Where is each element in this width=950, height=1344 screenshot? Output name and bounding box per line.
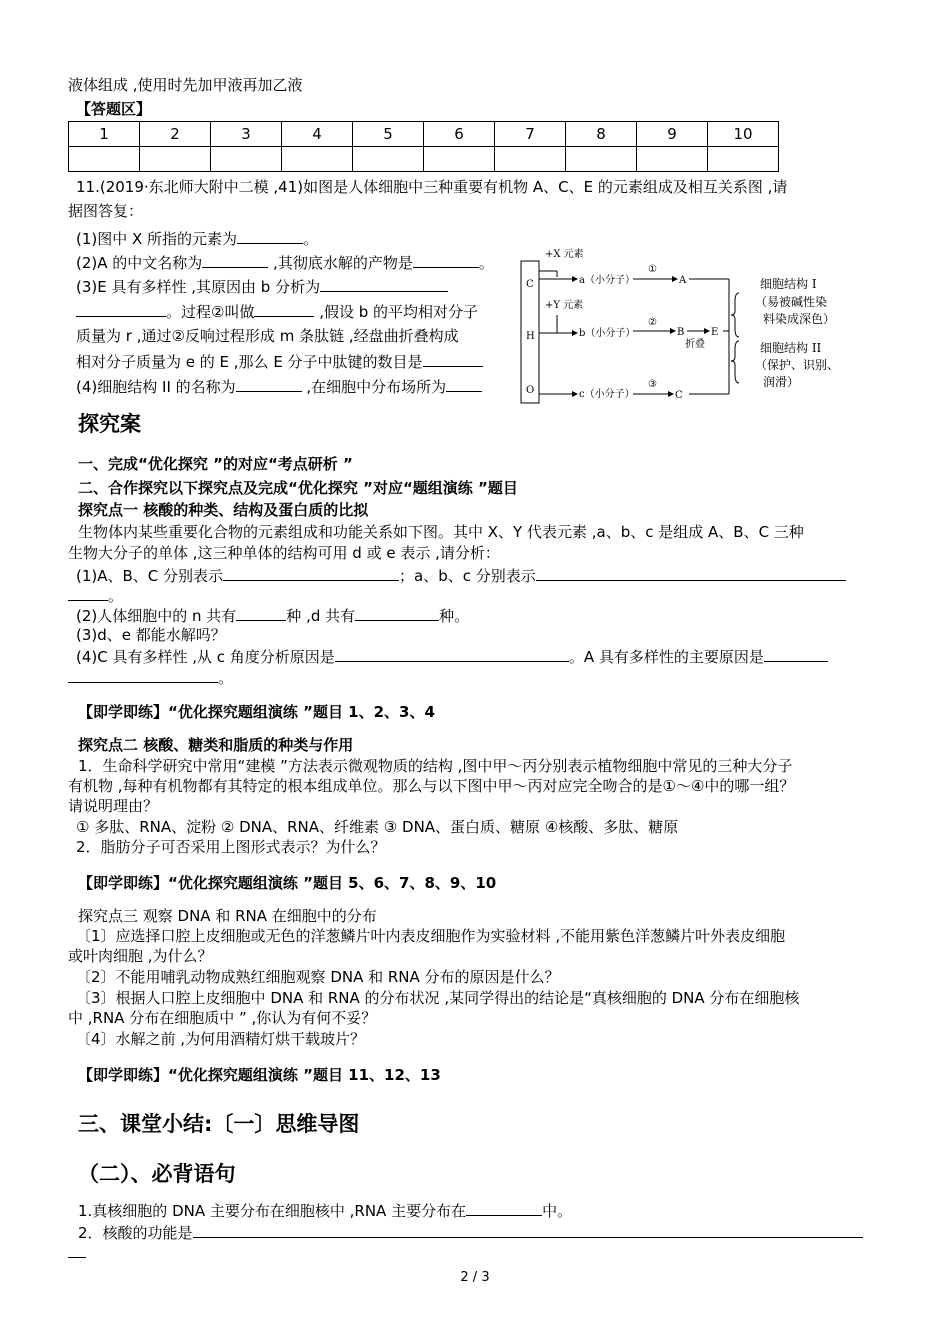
- point1-q2-text3: 种。: [439, 607, 470, 625]
- point1-q2: [76, 605, 469, 626]
- answer-cell[interactable]: [637, 147, 708, 172]
- point1-q4-text2: 。A 具有多样性的主要原因是: [568, 648, 764, 666]
- step1-label: ①: [648, 264, 657, 275]
- answer-table-header-row: [69, 122, 779, 147]
- blank-line[interactable]: [236, 605, 286, 621]
- blank-line[interactable]: [202, 252, 268, 268]
- q11-sub3-text2: 。过程②叫做: [166, 303, 255, 321]
- summary-subtitle: （二）、必背语句: [78, 1162, 236, 1186]
- answer-cell[interactable]: [211, 147, 282, 172]
- answer-header-cell: 7: [495, 122, 566, 147]
- punct: 。: [303, 230, 319, 248]
- x-element-label: +X 元素: [545, 249, 584, 260]
- blank-line[interactable]: [193, 1222, 863, 1238]
- q11-sub4-text: (4)细胞结构 II 的名称为: [76, 378, 236, 396]
- q11-sub3-text4: 相对分子质量为 e 的 E ,那么 E 分子中肽键的数目是: [76, 353, 423, 371]
- y-element-label: +Y 元素: [545, 300, 584, 311]
- struct1-line2: （易被碱性染: [755, 295, 828, 309]
- summary-line2-text: 2．核酸的功能是: [78, 1224, 193, 1242]
- q11-sub3-line4: [76, 351, 483, 372]
- answer-cell[interactable]: [495, 147, 566, 172]
- struct2-line2: （保护、识别、: [755, 358, 840, 372]
- practice-1: 【即学即练】“优化探究题组演练 ”题目 1、2、3、4: [78, 703, 435, 721]
- point2-title: 探究点二 核酸、糖类和脂质的种类与作用: [78, 736, 354, 754]
- q11-stem-line1: 11.(2019·东北师大附中二模 ,41)如图是人体细胞中三种重要有机物 A、C、E 的元素组成及相互关系图 ,请: [76, 178, 788, 196]
- struct2-line1: 细胞结构 II: [760, 341, 822, 355]
- answer-cell[interactable]: [140, 147, 211, 172]
- point2-line5: 2．脂肪分子可否采用上图形式表示？为什么？: [76, 838, 386, 856]
- summary-title: 三、课堂小结:〔一〕思维导图: [78, 1112, 360, 1136]
- step2-label: ②: [648, 317, 657, 328]
- q11-sub2-text: (2)A 的中文名称为: [76, 254, 203, 272]
- summary-line1-end: 中。: [542, 1202, 573, 1220]
- point3-line4: 〔3〕根据人口腔上皮细胞中 DNA 和 RNA 的分布状况 ,某同学得出的结论是“真核细胞的 DNA 分布在细胞核: [76, 989, 800, 1007]
- blank-line[interactable]: [76, 301, 166, 317]
- point3-line2: 或叶肉细胞 ,为什么？: [68, 947, 213, 965]
- intro-line: 液体组成 ,使用时先加甲液再加乙液: [68, 76, 303, 94]
- answer-header-cell: 3: [211, 122, 282, 147]
- q11-sub3-line2: [76, 301, 478, 322]
- point1-q4-text: (4)C 具有多样性 ,从 c 角度分析原因是: [76, 648, 335, 666]
- organic-matter-diagram: [517, 241, 749, 406]
- blank-line[interactable]: [423, 351, 483, 367]
- answer-header-cell: 9: [637, 122, 708, 147]
- point1-q2-text: (2)人体细胞中的 n 共有: [76, 607, 237, 625]
- fold-label: 折叠: [685, 339, 705, 350]
- point1-q3: (3)d、e 都能水解吗？: [76, 626, 226, 644]
- struct2-line3: 润滑）: [763, 375, 800, 389]
- blank-line[interactable]: [335, 646, 569, 662]
- point3-line5: 中 ,RNA 分布在细胞质中 ” ,你认为有何不妥？: [68, 1009, 377, 1027]
- node-e: E: [711, 327, 719, 338]
- point1-q2-text2: 种 ,d 共有: [286, 607, 356, 625]
- explore-step-two: 二、合作探究以下探究点及完成“优化探究 ”对应“题组演练 ”题目: [78, 479, 518, 497]
- point3-line6: 〔4〕水解之前 ,为何用酒精灯烘干载玻片？: [76, 1030, 366, 1048]
- summary-line1-text: 1.真核细胞的 DNA 主要分布在细胞核中 ,RNA 主要分布在: [78, 1202, 467, 1220]
- point1-q1: [76, 565, 846, 586]
- blank-line[interactable]: [223, 565, 399, 581]
- blank-line[interactable]: [68, 585, 108, 601]
- point3-line1: 〔1〕应选择口腔上皮细胞或无色的洋葱鳞片叶内表皮细胞作为实验材料 ,不能用紫色洋葱鳞片叶外表皮细胞: [76, 927, 786, 945]
- answer-header-cell: 5: [353, 122, 424, 147]
- q11-sub1: [76, 228, 318, 249]
- blank-line[interactable]: [254, 301, 314, 317]
- blank-line[interactable]: [237, 228, 303, 244]
- practice-2: 【即学即练】“优化探究题组演练 ”题目 5、6、7、8、9、10: [78, 874, 497, 892]
- point1-q4-cont: [68, 667, 233, 688]
- element-o: O: [526, 385, 535, 396]
- blank-line[interactable]: [320, 276, 448, 292]
- point2-line3: 请说明理由？: [68, 797, 159, 815]
- q11-sub3-line3: 质量为 r ,通过②反响过程形成 m 条肽链 ,经盘曲折叠构成: [76, 327, 459, 345]
- c-small-molecule: c（小分子）: [579, 389, 635, 400]
- point1-q4: [76, 646, 828, 667]
- answer-area-label: 【答题区】: [76, 100, 152, 118]
- punct: 。: [218, 669, 234, 687]
- node-b: B: [677, 327, 685, 338]
- explore-title: 探究案: [78, 412, 141, 436]
- point1-line1: 生物体内某些重要化合物的元素组成和功能关系如下图。其中 X、Y 代表元素 ,a、b、c 是组成 A、B、C 三种: [78, 523, 804, 541]
- blank-line[interactable]: [68, 667, 218, 683]
- step3-label: ③: [648, 379, 657, 390]
- point1-q1-cont: [68, 585, 123, 606]
- struct1-line3: 料染成深色）: [763, 312, 836, 326]
- q11-sub2-text2: ,其彻底水解的产物是: [268, 254, 413, 272]
- answer-cell[interactable]: [282, 147, 353, 172]
- practice-3: 【即学即练】“优化探究题组演练 ”题目 11、12、13: [78, 1066, 441, 1084]
- q11-sub3-text: (3)E 具有多样性 ,其原因由 b 分析为: [76, 278, 321, 296]
- answer-header-cell: 10: [708, 122, 779, 147]
- answer-header-cell: 4: [282, 122, 353, 147]
- punct: 。: [108, 587, 124, 605]
- blank-line[interactable]: [236, 376, 302, 392]
- element-h: H: [526, 331, 535, 342]
- answer-header-cell: 8: [566, 122, 637, 147]
- summary-line1: [78, 1200, 572, 1221]
- point1-title: 探究点一 核酸的种类、结构及蛋白质的比拟: [78, 501, 369, 519]
- point2-line2: 有机物 ,每种有机物都有其特定的根本组成单位。那么与以下图中甲～丙对应完全吻合的是①～④中的哪一组？: [68, 777, 795, 795]
- blank-line[interactable]: [536, 565, 846, 581]
- q11-sub1-text: (1)图中 X 所指的元素为: [76, 230, 238, 248]
- q11-sub3-line1: [76, 276, 448, 297]
- b-small-molecule: b（小分子）: [579, 328, 636, 339]
- answer-cell[interactable]: [424, 147, 495, 172]
- answer-cell[interactable]: [69, 147, 140, 172]
- point3-title: 探究点三 观察 DNA 和 RNA 在细胞中的分布: [78, 907, 377, 925]
- explore-step-one: 一、完成“优化探究 ”的对应“考点研析 ”: [78, 455, 353, 473]
- answer-table-input-row: [69, 147, 779, 172]
- q11-sub2: [76, 252, 494, 273]
- q11-stem-line2: 据图答复：: [68, 202, 144, 220]
- point2-options: ① 多肽、RNA、淀粉 ② DNA、RNA、纤维素 ③ DNA、蛋白质、糖原 ④核酸、多肽、糖原: [76, 818, 679, 836]
- a-small-molecule: a（小分子）: [579, 275, 635, 286]
- answer-header-cell: 1: [69, 122, 140, 147]
- blank-line[interactable]: [466, 1200, 542, 1216]
- blank-line[interactable]: [413, 252, 479, 268]
- punct: 。: [478, 254, 494, 272]
- struct1-line1: 细胞结构 I: [760, 277, 817, 291]
- summary-line2: [78, 1222, 863, 1243]
- answer-cell[interactable]: [566, 147, 637, 172]
- summary-line2-cont: [68, 1242, 86, 1263]
- answer-cell[interactable]: [708, 147, 779, 172]
- point3-line3: 〔2〕不能用哺乳动物成熟红细胞观察 DNA 和 RNA 分布的原因是什么？: [76, 968, 560, 986]
- point2-line1: 1．生命科学研究中常用“建模 ”方法表示微观物质的结构 ,图中甲～丙分别表示植物细胞中常见的三种大分子: [78, 757, 793, 775]
- point1-line2: 生物大分子的单体 ,这三种单体的结构可用 d 或 e 表示 ,请分析：: [68, 544, 500, 562]
- answer-cell[interactable]: [353, 147, 424, 172]
- answer-header-cell: 6: [424, 122, 495, 147]
- blank-line[interactable]: [68, 1242, 86, 1258]
- page-number: 2 / 3: [460, 1270, 490, 1285]
- q11-sub3-text3: ,假设 b 的平均相对分子: [314, 303, 479, 321]
- blank-line[interactable]: [355, 605, 439, 621]
- node-c: C: [675, 390, 683, 401]
- point1-q1-text2: ；a、b、c 分别表示: [399, 567, 536, 585]
- element-c: C: [526, 279, 534, 290]
- node-a: A: [679, 275, 687, 286]
- q11-sub4-text2: ,在细胞中分布场所为: [301, 378, 447, 396]
- q11-sub4: [76, 376, 482, 397]
- answer-table: [68, 121, 779, 172]
- point1-q1-text: (1)A、B、C 分别表示: [76, 567, 224, 585]
- answer-header-cell: 2: [140, 122, 211, 147]
- blank-line[interactable]: [446, 376, 482, 392]
- blank-line[interactable]: [764, 646, 828, 662]
